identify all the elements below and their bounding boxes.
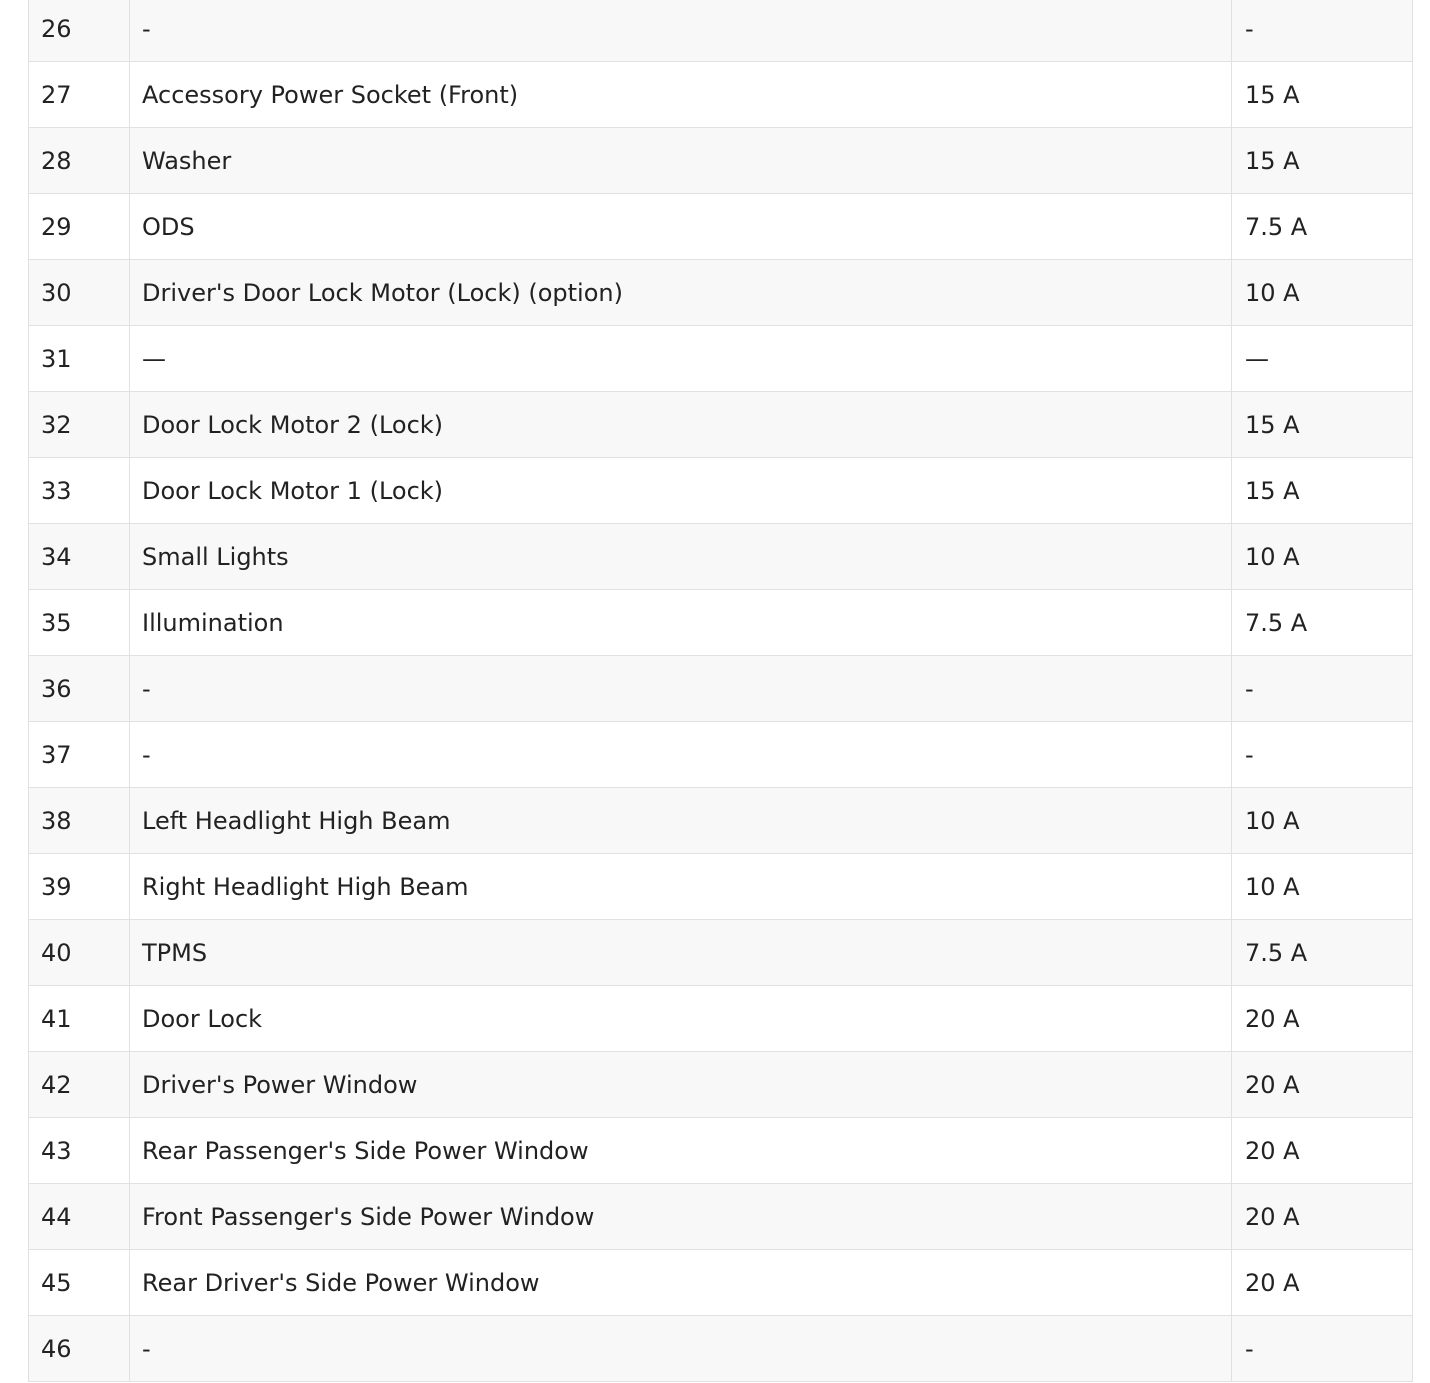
table-row	[29, 128, 1413, 194]
fuse-rating-cell: 10 A	[1232, 788, 1413, 854]
fuse-rating-cell: 7.5 A	[1232, 590, 1413, 656]
fuse-rating-cell: 10 A	[1232, 524, 1413, 590]
circuit-description-cell: Door Lock	[130, 986, 1232, 1052]
circuit-description-cell: -	[130, 0, 1232, 62]
fuse-table-container	[28, 0, 1412, 1382]
table-row	[29, 1052, 1413, 1118]
fuse-number-cell: 41	[29, 986, 130, 1052]
fuse-number-cell: 43	[29, 1118, 130, 1184]
circuit-description-cell: Small Lights	[130, 524, 1232, 590]
fuse-rating-cell: —	[1232, 326, 1413, 392]
table-row	[29, 194, 1413, 260]
fuse-rating-cell: 20 A	[1232, 1118, 1413, 1184]
table-row	[29, 0, 1413, 62]
fuse-number-cell: 30	[29, 260, 130, 326]
fuse-rating-cell: 7.5 A	[1232, 194, 1413, 260]
circuit-description-cell: Rear Passenger's Side Power Window	[130, 1118, 1232, 1184]
table-row	[29, 920, 1413, 986]
circuit-description-cell: —	[130, 326, 1232, 392]
fuse-number-cell: 28	[29, 128, 130, 194]
circuit-description-cell: TPMS	[130, 920, 1232, 986]
circuit-description-cell: Door Lock Motor 2 (Lock)	[130, 392, 1232, 458]
circuit-description-cell: Left Headlight High Beam	[130, 788, 1232, 854]
table-row	[29, 986, 1413, 1052]
circuit-description-cell: Door Lock Motor 1 (Lock)	[130, 458, 1232, 524]
fuse-number-cell: 33	[29, 458, 130, 524]
table-row	[29, 1118, 1413, 1184]
table-row	[29, 722, 1413, 788]
fuse-number-cell: 26	[29, 0, 130, 62]
fuse-number-cell: 46	[29, 1316, 130, 1382]
fuse-number-cell: 27	[29, 62, 130, 128]
fuse-rating-cell: -	[1232, 656, 1413, 722]
fuse-table-body	[29, 0, 1413, 1382]
table-row	[29, 656, 1413, 722]
circuit-description-cell: Illumination	[130, 590, 1232, 656]
table-row	[29, 458, 1413, 524]
fuse-rating-cell: 10 A	[1232, 260, 1413, 326]
fuse-rating-cell: 20 A	[1232, 1250, 1413, 1316]
circuit-description-cell: Accessory Power Socket (Front)	[130, 62, 1232, 128]
fuse-rating-cell: 20 A	[1232, 986, 1413, 1052]
table-row	[29, 62, 1413, 128]
fuse-number-cell: 29	[29, 194, 130, 260]
fuse-rating-cell: -	[1232, 1316, 1413, 1382]
circuit-description-cell: -	[130, 656, 1232, 722]
table-row	[29, 854, 1413, 920]
fuse-rating-cell: 10 A	[1232, 854, 1413, 920]
fuse-rating-cell: 20 A	[1232, 1052, 1413, 1118]
fuse-number-cell: 32	[29, 392, 130, 458]
fuse-number-cell: 34	[29, 524, 130, 590]
fuse-rating-cell: 15 A	[1232, 392, 1413, 458]
fuse-table	[28, 0, 1413, 1382]
table-row	[29, 1316, 1413, 1382]
circuit-description-cell: Right Headlight High Beam	[130, 854, 1232, 920]
table-row	[29, 590, 1413, 656]
fuse-number-cell: 37	[29, 722, 130, 788]
circuit-description-cell: ODS	[130, 194, 1232, 260]
fuse-rating-cell: 20 A	[1232, 1184, 1413, 1250]
fuse-number-cell: 38	[29, 788, 130, 854]
fuse-rating-cell: -	[1232, 722, 1413, 788]
table-row	[29, 1250, 1413, 1316]
circuit-description-cell: Rear Driver's Side Power Window	[130, 1250, 1232, 1316]
circuit-description-cell: Driver's Power Window	[130, 1052, 1232, 1118]
table-row	[29, 326, 1413, 392]
fuse-rating-cell: 15 A	[1232, 128, 1413, 194]
fuse-rating-cell: 7.5 A	[1232, 920, 1413, 986]
table-row	[29, 1184, 1413, 1250]
circuit-description-cell: Washer	[130, 128, 1232, 194]
circuit-description-cell: Driver's Door Lock Motor (Lock) (option)	[130, 260, 1232, 326]
table-row	[29, 392, 1413, 458]
fuse-number-cell: 35	[29, 590, 130, 656]
table-row	[29, 788, 1413, 854]
fuse-rating-cell: 15 A	[1232, 62, 1413, 128]
fuse-rating-cell: -	[1232, 0, 1413, 62]
fuse-number-cell: 31	[29, 326, 130, 392]
circuit-description-cell: -	[130, 1316, 1232, 1382]
fuse-number-cell: 45	[29, 1250, 130, 1316]
circuit-description-cell: Front Passenger's Side Power Window	[130, 1184, 1232, 1250]
fuse-number-cell: 44	[29, 1184, 130, 1250]
fuse-rating-cell: 15 A	[1232, 458, 1413, 524]
circuit-description-cell: -	[130, 722, 1232, 788]
table-row	[29, 524, 1413, 590]
fuse-number-cell: 36	[29, 656, 130, 722]
fuse-number-cell: 39	[29, 854, 130, 920]
fuse-number-cell: 42	[29, 1052, 130, 1118]
table-row	[29, 260, 1413, 326]
fuse-number-cell: 40	[29, 920, 130, 986]
